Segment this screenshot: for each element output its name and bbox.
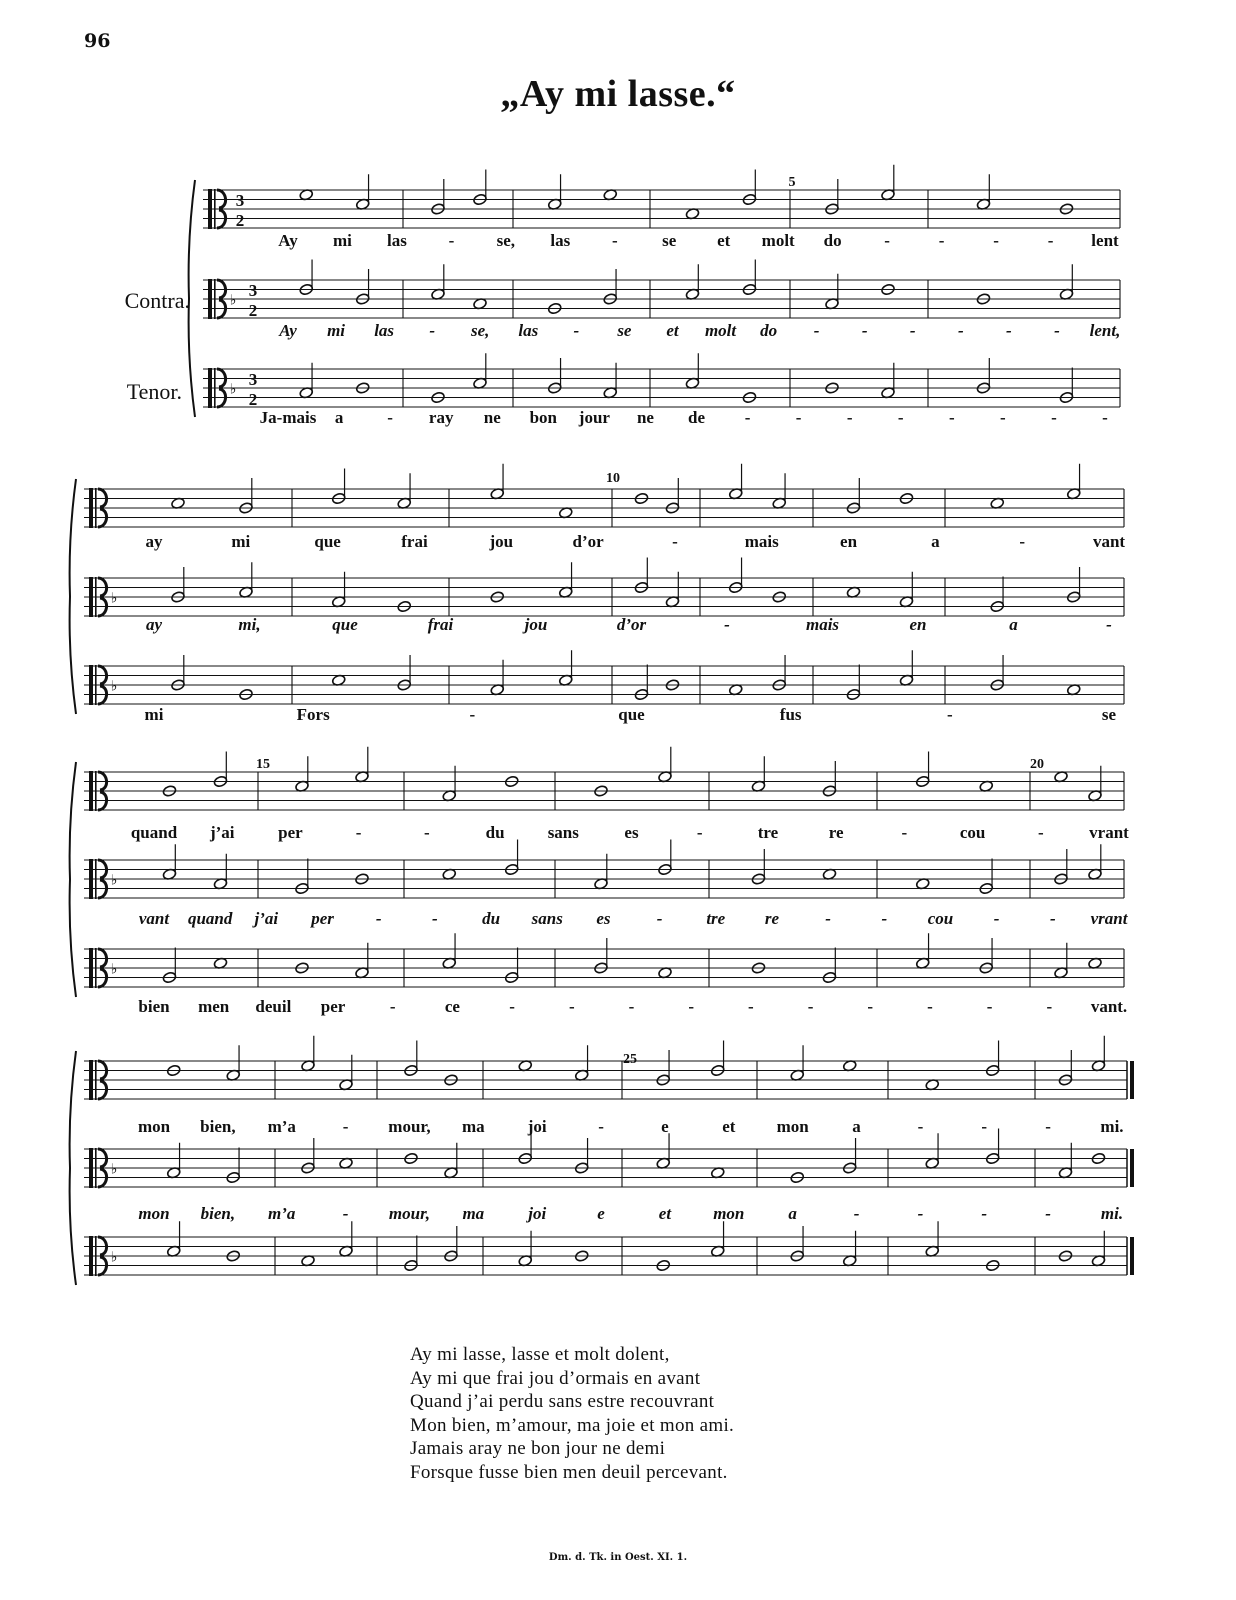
lyric-syllable: -	[1051, 408, 1057, 427]
lyric-syllable: frai	[401, 532, 428, 551]
meter-denominator: 2	[248, 390, 258, 410]
lyric-syllable: jou	[489, 532, 514, 551]
lyric-syllable: -	[1046, 997, 1053, 1016]
lyric-syllable: -	[387, 408, 393, 427]
lyric-syllable: es	[624, 823, 639, 842]
lyric-syllable: -	[744, 408, 751, 427]
lyric-syllable: -	[628, 997, 635, 1016]
lyric-syllable: a	[852, 1117, 861, 1136]
lyric-syllable: joi	[528, 1204, 547, 1223]
lyric-syllable: -	[469, 705, 476, 724]
lyric-syllable: mon	[776, 1117, 809, 1136]
lyric-syllable: -	[938, 231, 945, 250]
c-clef-icon-bar	[208, 368, 212, 408]
flat-icon: ♭	[110, 1162, 118, 1178]
lyric-syllable: se,	[496, 231, 516, 250]
top-voice-staff	[203, 165, 1120, 230]
lyric-syllable: Ay	[278, 231, 298, 250]
system-brace	[70, 762, 76, 997]
lyric-syllable: -	[1000, 408, 1006, 427]
lyric-syllable: ce	[444, 997, 460, 1016]
lyric-syllable: mi.	[1100, 1204, 1124, 1223]
lyric-syllable: per	[311, 909, 334, 928]
lyric-syllable: -	[1045, 1117, 1051, 1136]
lyric-syllable: et	[658, 1204, 672, 1223]
lyric-syllable: -	[1019, 532, 1026, 551]
contra-staff	[84, 558, 1124, 618]
lyric-syllable: mour,	[388, 1204, 431, 1223]
contra-staff	[84, 1129, 1134, 1189]
lyric-syllable: -	[901, 823, 908, 842]
lyric-syllable: mi	[327, 321, 346, 340]
c-clef-icon-thin	[95, 665, 97, 705]
lyric-syllable: mi	[231, 532, 251, 551]
c-clef-icon-thin	[95, 1236, 97, 1276]
meter-numerator: 3	[248, 370, 258, 390]
lyric-syllable: se	[617, 321, 632, 340]
lyric-syllable: -	[1037, 823, 1044, 842]
lyric-syllable: mais	[805, 615, 840, 634]
flat-icon: ♭	[110, 679, 118, 695]
lyric-syllable: per	[320, 997, 346, 1016]
lyric-syllable: jour	[578, 408, 610, 427]
lyric-syllable: -	[424, 823, 430, 842]
lyric-syllable: -	[813, 321, 820, 340]
lyric-syllable: a	[1009, 615, 1018, 634]
lyric-syllable: a	[931, 532, 940, 551]
lyric-syllable: -	[946, 705, 953, 724]
lyric-syllable: las	[550, 231, 571, 250]
lyric-syllable: molt	[761, 231, 795, 250]
lyric-syllable: que	[618, 705, 645, 724]
lyric-syllable: sans	[531, 909, 563, 928]
lyric-syllable: en	[909, 615, 927, 634]
contra-staff	[84, 840, 1124, 900]
c-clef-icon-thin	[214, 279, 216, 319]
lyric-syllable: mi.	[1100, 1117, 1124, 1136]
lyric-syllable: per	[278, 823, 303, 842]
lyric-syllable: -	[881, 909, 888, 928]
final-barline	[1130, 1149, 1134, 1187]
tenor-staff	[84, 933, 1124, 988]
lyric-syllable: ma	[461, 1117, 485, 1136]
poem-line: Quand j’ai perdu sans estre recouvrant	[410, 1391, 715, 1413]
lyric-syllable: tre	[706, 909, 726, 928]
top-voice-staff	[84, 1036, 1134, 1100]
lyric-syllable: j’ai	[254, 909, 279, 928]
top-voice-staff	[84, 464, 1124, 528]
tenor-voice-label: Tenor.	[126, 379, 182, 404]
lyric-syllable: se	[1101, 705, 1117, 724]
lyric-syllable: bien	[138, 997, 170, 1016]
lyric-syllable: -	[1047, 231, 1054, 250]
c-clef-icon-thin	[95, 1148, 97, 1188]
lyric-syllable: -	[884, 231, 890, 250]
lyric-syllable: -	[861, 321, 868, 340]
top-voice-staff	[84, 747, 1124, 811]
lyric-syllable: se,	[471, 321, 490, 340]
meter-numerator: 3	[248, 281, 258, 301]
poem-line: Mon bien, m’amour, ma joie et mon ami.	[410, 1414, 735, 1436]
lyric-syllable: -	[342, 1117, 349, 1136]
lyric-syllable: las	[518, 321, 539, 340]
lyric-syllable: vrant	[1090, 909, 1128, 928]
lyric-syllable: sans	[547, 823, 579, 842]
lyric-syllable: deuil	[255, 997, 292, 1016]
c-clef-icon-thin	[95, 577, 97, 617]
lyric-syllable: se	[662, 231, 677, 250]
c-clef-icon-bar	[89, 859, 93, 899]
lyric-syllable: mi	[333, 231, 352, 250]
lyric-syllable: tre	[757, 823, 779, 842]
lyric-syllable: mon	[137, 1117, 171, 1136]
lyric-syllable: ay	[145, 615, 163, 634]
lyric-syllable: -	[846, 408, 853, 427]
poem-text	[410, 1343, 734, 1485]
lyric-syllable: -	[867, 997, 874, 1016]
c-clef-icon-bar	[89, 577, 93, 617]
lyric-syllable: -	[853, 1204, 860, 1223]
lyric-syllable: vant	[138, 909, 170, 928]
poem-line: Ay mi que frai jou d’ormais en avant	[410, 1367, 701, 1389]
lyric-syllable: -	[825, 909, 831, 928]
c-clef-icon-bar	[89, 1060, 93, 1100]
lyric-syllable: que	[314, 532, 341, 551]
meter-denominator: 2	[235, 211, 245, 231]
lyric-syllable: -	[1106, 615, 1112, 634]
lyric-syllable: -	[656, 909, 663, 928]
lyric-syllable: vrant	[1089, 823, 1129, 842]
lyric-syllable: -	[724, 615, 730, 634]
lyric-syllable: ne	[483, 408, 501, 427]
c-clef-icon-thin	[214, 189, 216, 229]
flat-icon: ♭	[229, 382, 237, 398]
c-clef-icon-thin	[95, 859, 97, 899]
c-clef-icon-bar	[89, 488, 93, 528]
source-note: Dm. d. Tk. in Oest. XI. 1.	[548, 1552, 688, 1563]
tenor-staff	[84, 1221, 1134, 1276]
c-clef-icon-bar	[89, 1236, 93, 1276]
lyric-syllable: Ja-mais	[259, 408, 317, 427]
lyric-syllable: molt	[704, 321, 737, 340]
flat-icon: ♭	[110, 873, 118, 889]
lyric-syllable: e	[661, 1117, 669, 1136]
lyric-syllable: mon	[138, 1204, 170, 1223]
lyric-syllable: a	[334, 408, 344, 427]
lyric-syllable: vant	[1092, 532, 1126, 551]
c-clef-icon-bar	[208, 279, 212, 319]
lyric-syllable: -	[981, 1204, 988, 1223]
lyric-syllable: ma	[462, 1204, 485, 1223]
lyric-syllable: -	[993, 231, 999, 250]
score-system	[70, 464, 1124, 714]
lyric-syllable: du	[485, 823, 505, 842]
lyric-syllable: -	[981, 1117, 988, 1136]
lyric-syllable: -	[909, 321, 916, 340]
lyric-syllable: Fors	[296, 705, 330, 724]
c-clef-icon-bar	[89, 948, 93, 988]
poem-line: Forsque fusse bien men deuil percevant.	[410, 1461, 728, 1483]
page-number: 96	[84, 30, 111, 52]
lyric-syllable: -	[568, 997, 575, 1016]
lyric-syllable: -	[389, 997, 396, 1016]
lyric-syllable: -	[342, 1204, 349, 1223]
c-clef-icon-bar	[89, 1148, 93, 1188]
c-clef-icon-bar	[89, 665, 93, 705]
lyric-syllable: -	[696, 823, 703, 842]
poem-line: Ay mi lasse, lasse et molt dolent,	[410, 1344, 670, 1365]
lyric-syllable: -	[375, 909, 382, 928]
lyric-syllable: -	[355, 823, 362, 842]
lyric-syllable: lent	[1091, 231, 1119, 250]
lyric-syllable: -	[672, 532, 678, 551]
lyric-syllable: ay	[145, 532, 163, 551]
lyric-syllable: en	[840, 532, 858, 551]
lyric-syllable: et	[717, 231, 731, 250]
lyric-syllable: re	[828, 823, 844, 842]
measure-number: 15	[256, 757, 270, 772]
lyric-syllable: jou	[524, 615, 548, 634]
lyric-syllable: -	[573, 321, 580, 340]
lyric-syllable: cou	[927, 909, 954, 928]
meter-denominator: 2	[248, 301, 258, 321]
lyric-syllable: -	[986, 997, 993, 1016]
lyric-syllable: d’or	[616, 615, 647, 634]
system-brace	[70, 479, 76, 714]
lyric-syllable: -	[948, 408, 955, 427]
lyric-syllable: ne	[636, 408, 654, 427]
lyric-syllable: -	[509, 997, 515, 1016]
lyric-syllable: cou	[959, 823, 986, 842]
lyric-syllable: quand	[187, 909, 233, 928]
lyric-syllable: -	[432, 909, 438, 928]
lyric-syllable: -	[1054, 321, 1060, 340]
lyric-syllable: -	[917, 1204, 924, 1223]
lyric-syllable: las	[387, 231, 407, 250]
lyric-syllable: mi	[144, 705, 164, 724]
lyric-syllable: -	[917, 1117, 924, 1136]
lyric-syllable: -	[993, 909, 1000, 928]
score-system	[70, 1036, 1134, 1285]
lyric-syllable: -	[957, 321, 964, 340]
lyric-syllable: -	[1102, 408, 1108, 427]
lyric-syllable: bien,	[200, 1204, 236, 1223]
lyric-syllable: mon	[713, 1204, 745, 1223]
c-clef-icon-bar	[208, 189, 212, 229]
lyric-syllable: -	[927, 997, 933, 1016]
final-barline	[1130, 1237, 1134, 1275]
lyric-syllable: et	[722, 1117, 736, 1136]
poem-line: Jamais aray ne bon jour ne demi	[410, 1438, 666, 1460]
meter-numerator: 3	[235, 191, 245, 211]
c-clef-icon-thin	[95, 1060, 97, 1100]
flat-icon: ♭	[229, 293, 237, 309]
lyric-syllable: bon	[529, 408, 558, 427]
score-system	[189, 165, 1120, 417]
lyric-syllable: -	[448, 231, 455, 250]
flat-icon: ♭	[110, 1250, 118, 1266]
system-brace	[70, 1051, 76, 1285]
lyric-syllable: j’ai	[209, 823, 235, 842]
c-clef-icon-thin	[95, 771, 97, 811]
lyric-syllable: -	[748, 997, 754, 1016]
lyric-syllable: vant.	[1090, 997, 1128, 1016]
contra-voice-label: Contra.	[124, 288, 190, 313]
lyric-syllable: de	[688, 408, 705, 427]
lyric-syllable: frai	[427, 615, 454, 634]
lyric-syllable: joi	[527, 1117, 547, 1136]
lyric-syllable: -	[807, 997, 814, 1016]
contra-staff	[203, 260, 1120, 321]
lyric-syllable: -	[897, 408, 904, 427]
c-clef-icon-bar	[89, 771, 93, 811]
c-clef-icon-thin	[95, 948, 97, 988]
lyric-syllable: mais	[744, 532, 779, 551]
lyric-syllable: du	[482, 909, 501, 928]
lyric-syllable: re	[764, 909, 780, 928]
lyric-syllable: -	[429, 321, 436, 340]
lyric-syllable: e	[597, 1204, 605, 1223]
final-barline	[1130, 1061, 1134, 1099]
lyric-syllable: quand	[130, 823, 178, 842]
lyric-syllable: -	[1006, 321, 1012, 340]
lyric-syllable: do	[823, 231, 842, 250]
lyric-syllable: do	[760, 321, 778, 340]
lyric-syllable: d’or	[572, 532, 604, 551]
c-clef-icon-thin	[95, 488, 97, 528]
lyric-syllable: mi,	[238, 615, 261, 634]
lyric-syllable: -	[1045, 1204, 1051, 1223]
lyric-syllable: lent,	[1089, 321, 1121, 340]
measure-number: 20	[1030, 757, 1044, 772]
lyric-syllable: ray	[428, 408, 454, 427]
lyric-syllable: -	[611, 231, 618, 250]
lyric-syllable: m’a	[268, 1204, 296, 1223]
lyric-syllable: a	[788, 1204, 797, 1223]
lyric-syllable: men	[198, 997, 230, 1016]
lyric-syllable: es	[596, 909, 611, 928]
tenor-staff	[84, 650, 1124, 705]
lyric-syllable: -	[795, 408, 802, 427]
flat-icon: ♭	[110, 591, 118, 607]
c-clef-icon-thin	[214, 368, 216, 408]
lyric-syllable: -	[688, 997, 695, 1016]
lyric-syllable: mour,	[388, 1117, 431, 1136]
lyric-syllable: -	[598, 1117, 604, 1136]
tenor-staff	[203, 353, 1120, 409]
lyric-syllable: -	[1049, 909, 1056, 928]
lyric-syllable: que	[332, 615, 358, 634]
lyric-syllable: las	[374, 321, 395, 340]
measure-number: 10	[606, 471, 620, 486]
measure-number: 25	[623, 1052, 637, 1067]
lyric-syllable: Ay	[279, 321, 297, 340]
measure-number: 5	[788, 175, 796, 190]
piece-title: „Ay mi lasse.“	[500, 73, 736, 115]
flat-icon: ♭	[110, 962, 118, 978]
lyric-syllable: m’a	[267, 1117, 296, 1136]
lyric-syllable: fus	[779, 705, 802, 724]
score-system	[70, 747, 1124, 997]
lyric-syllable: bien,	[200, 1117, 236, 1136]
lyric-syllable: et	[666, 321, 679, 340]
